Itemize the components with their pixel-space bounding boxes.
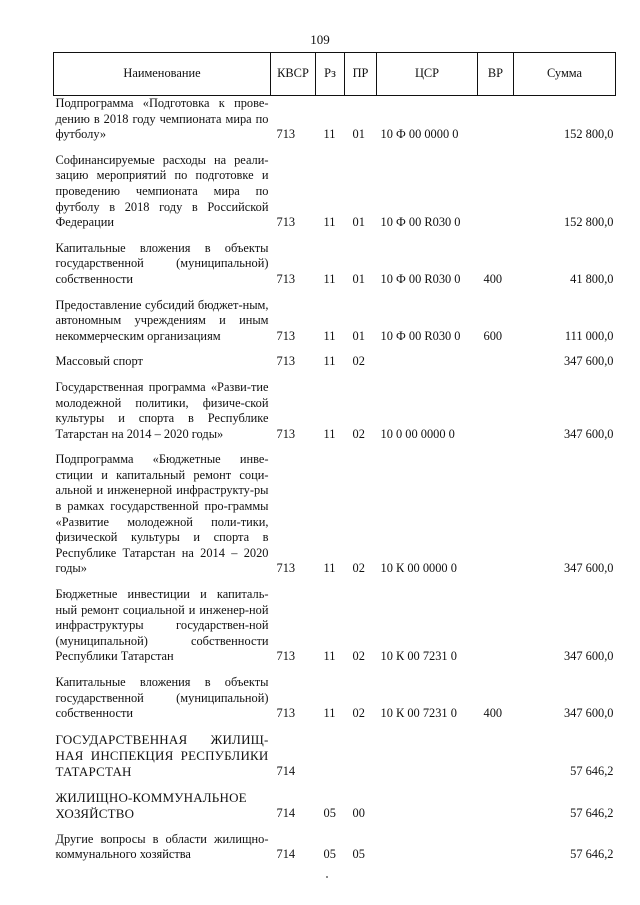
cell-vr — [478, 350, 514, 376]
page-number: 109 — [310, 32, 330, 47]
cell-rz: 11 — [323, 271, 336, 286]
table-row — [54, 583, 616, 671]
cell-vr — [478, 728, 514, 786]
cell-sum: 347 600,0 — [563, 426, 614, 441]
table-row — [54, 294, 616, 351]
cell-sum: 347 600,0 — [563, 706, 614, 721]
cell-pr: 02 — [352, 649, 365, 664]
cell-pr: 02 — [352, 561, 365, 576]
budget-table — [53, 52, 616, 869]
cell-kvsr: 714 — [276, 764, 296, 779]
cell-csr: 10 К 00 7231 0 — [380, 649, 457, 664]
cell-csr: 10 К 00 0000 0 — [380, 561, 457, 576]
column-header-pr: ПР — [345, 53, 377, 96]
table-row — [54, 671, 616, 728]
table-row — [54, 786, 616, 828]
table-row — [54, 350, 616, 376]
cell-kvsr: 713 — [276, 561, 296, 576]
cell-kvsr: 713 — [276, 127, 296, 142]
cell-sum: 347 600,0 — [563, 354, 614, 369]
cell-csr — [377, 786, 478, 828]
cell-name: Софинансируемые расходы на реали-зацию мероприятий по подготовке и проведению чемпионата мира по футболу в 2018 году в Российской Федерации — [55, 152, 269, 230]
cell-pr: 01 — [352, 127, 365, 142]
cell-rz: 05 — [323, 847, 336, 862]
cell-pr: 01 — [352, 271, 365, 286]
cell-sum: 57 646,2 — [570, 764, 614, 779]
cell-vr: 400 — [483, 271, 503, 286]
cell-csr: 10 Ф 00 R030 0 — [380, 215, 461, 230]
cell-csr: 10 Ф 00 0000 0 — [380, 127, 459, 142]
cell-kvsr: 713 — [276, 328, 296, 343]
cell-csr: 10 Ф 00 R030 0 — [380, 328, 461, 343]
cell-rz: 05 — [323, 806, 336, 821]
table-row — [54, 237, 616, 294]
column-header-kvsr: КВСР — [271, 53, 316, 96]
cell-name: Капитальные вложения в объекты государственной (муниципальной) собственности — [55, 675, 269, 721]
table-row — [54, 96, 616, 149]
cell-name: Подпрограмма «Бюджетные инве-стиции и капитальный ремонт соци-альной и инженерной инфраструкту-ры в рамках государственной про-граммы «Развитие молодежной поли-тики, физической культуры и спорта в Республике Татарстан на 2014 – 2020 годы» — [55, 452, 269, 576]
cell-pr: 02 — [352, 354, 365, 369]
cell-name: Государственная программа «Разви-тие молодежной политики, физиче-ской культуры и спорта в Республике Татарстан на 2014 – 2020 годы» — [55, 379, 269, 441]
cell-sum: 111 000,0 — [564, 328, 614, 343]
table-body — [54, 96, 616, 869]
cell-kvsr: 714 — [276, 847, 296, 862]
column-header-name: Наименование — [54, 53, 271, 96]
cell-rz: 11 — [323, 706, 336, 721]
cell-kvsr: 713 — [276, 426, 296, 441]
column-header-csr: ЦСР — [377, 53, 478, 96]
column-header-vr: ВР — [478, 53, 514, 96]
cell-vr — [478, 448, 514, 583]
cell-sum: 41 800,0 — [570, 271, 614, 286]
cell-rz: 11 — [323, 354, 336, 369]
cell-sum: 152 800,0 — [563, 127, 614, 142]
cell-name: ГОСУДАРСТВЕННАЯ ЖИЛИЩ-НАЯ ИНСПЕКЦИЯ РЕСПУБЛИКИ ТАТАРСТАН — [55, 731, 269, 779]
cell-name: Бюджетные инвестиции и капиталь-ный ремонт социальной и инженер-ной инфраструктуры государствен-ной (муниципальной) собственности Республики Татарстан — [55, 587, 269, 664]
cell-rz: 11 — [323, 215, 336, 230]
cell-name: Другие вопросы в области жилищно-коммунального хозяйства — [55, 831, 269, 862]
cell-name: Предоставление субсидий бюджет-ным, автономным учреждениям и иным некоммерческим организациям — [55, 297, 269, 343]
cell-vr — [478, 149, 514, 237]
cell-csr — [377, 350, 478, 376]
cell-csr — [377, 828, 478, 869]
cell-pr: 00 — [352, 806, 365, 821]
cell-kvsr: 713 — [276, 354, 296, 369]
table-row — [54, 376, 616, 448]
cell-pr: 02 — [352, 706, 365, 721]
cell-pr: 05 — [352, 847, 365, 862]
cell-csr — [377, 728, 478, 786]
cell-rz: 11 — [323, 649, 336, 664]
cell-csr: 10 0 00 0000 0 — [380, 426, 455, 441]
cell-pr: 02 — [352, 426, 365, 441]
cell-kvsr: 713 — [276, 706, 296, 721]
cell-csr: 10 К 00 7231 0 — [380, 706, 457, 721]
cell-rz: 11 — [323, 561, 336, 576]
cell-rz — [316, 728, 345, 786]
cell-kvsr: 713 — [276, 649, 296, 664]
cell-vr: 600 — [483, 328, 503, 343]
cell-sum: 152 800,0 — [563, 215, 614, 230]
table-row — [54, 448, 616, 583]
table-row — [54, 828, 616, 869]
cell-sum: 347 600,0 — [563, 561, 614, 576]
cell-csr: 10 Ф 00 R030 0 — [380, 271, 461, 286]
cell-kvsr: 713 — [276, 271, 296, 286]
cell-vr: 400 — [483, 706, 503, 721]
cell-kvsr: 714 — [276, 806, 296, 821]
cell-vr — [478, 583, 514, 671]
cell-pr — [345, 728, 377, 786]
cell-sum: 57 646,2 — [570, 806, 614, 821]
scan-speck — [326, 876, 328, 878]
table-row — [54, 728, 616, 786]
cell-name: Массовый спорт — [55, 354, 143, 369]
cell-vr — [478, 828, 514, 869]
cell-name: Капитальные вложения в объекты государственной (муниципальной) собственности — [55, 240, 269, 286]
cell-sum: 347 600,0 — [563, 649, 614, 664]
cell-rz: 11 — [323, 127, 336, 142]
cell-name: Подпрограмма «Подготовка к прове-дению в 2018 году чемпионата мира по футболу» — [55, 96, 269, 142]
table-row — [54, 149, 616, 237]
table-header-row — [54, 53, 616, 96]
column-header-rz: Рз — [316, 53, 345, 96]
cell-rz: 11 — [323, 328, 336, 343]
cell-pr: 01 — [352, 328, 365, 343]
cell-name: ЖИЛИЩНО-КОММУНАЛЬНОЕ ХОЗЯЙСТВО — [55, 789, 247, 821]
cell-pr: 01 — [352, 215, 365, 230]
cell-rz: 11 — [323, 426, 336, 441]
cell-vr — [478, 786, 514, 828]
cell-vr — [478, 376, 514, 448]
cell-sum: 57 646,2 — [570, 847, 614, 862]
cell-kvsr: 713 — [276, 215, 296, 230]
cell-vr — [478, 96, 514, 149]
column-header-sum: Сумма — [514, 53, 616, 96]
